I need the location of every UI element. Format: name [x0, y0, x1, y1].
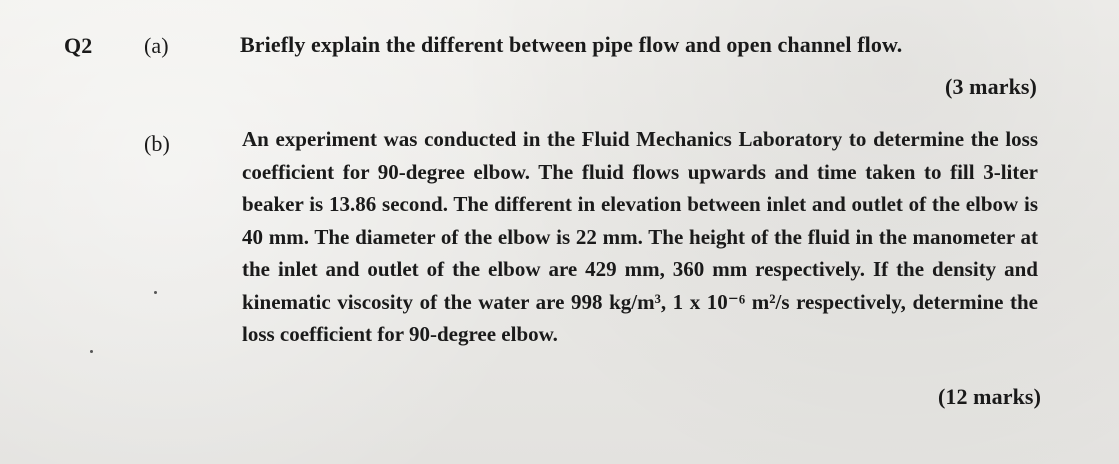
part-b-question-text: An experiment was conducted in the Fluid Mechanics Laboratory to determine the loss coefficient for 90-degree elbow. The fluid flows upwards and time taken to fill 3-liter beaker is 13.86 second. The different in elevation between inlet and outlet of the elbow is 40 mm. The diameter of the elbow is 22 mm. The height of the fluid in the manometer at the inlet and outlet of the elbow are 429 mm, 360 mm respectively. If the density and kinematic viscosity of the water are 998 kg/m³, 1 x 10⁻⁶ m²/s respectively, determine the loss coefficient for 90-degree elbow.	[242, 127, 1038, 346]
part-b-marks: (12 marks)	[937, 384, 1041, 409]
part-a-label: (a)	[144, 33, 169, 58]
part-a-marks: (3 marks)	[945, 74, 1037, 99]
paper-speck	[90, 350, 93, 353]
part-b-label: (b)	[144, 131, 170, 156]
question-number: Q2	[64, 33, 93, 58]
paper-speck	[154, 291, 157, 294]
part-a-question-text: Briefly explain the different between pipe flow and open channel flow.	[240, 32, 903, 57]
